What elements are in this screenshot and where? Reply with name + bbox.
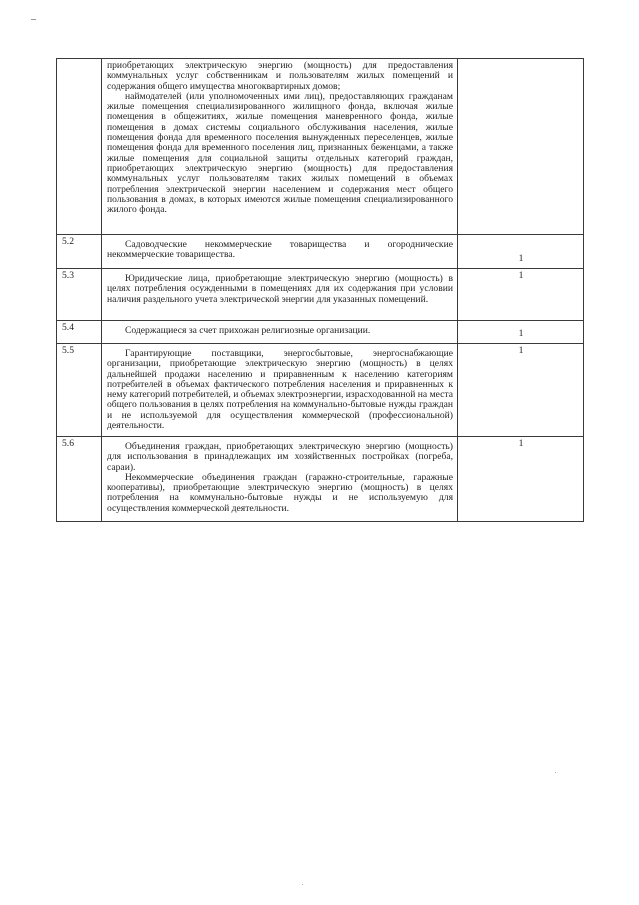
table-row bbox=[57, 344, 584, 437]
row-value: 1 bbox=[458, 344, 584, 437]
paragraph: Юридические лица, приобретающие электрическую энергию (мощность) в целях потребления осужденными в помещениях для их содержания при условии наличия раздельного учета электрической энергии для указанных помещений. bbox=[107, 273, 453, 305]
paragraph: Некоммерческие объединения граждан (гаражно-строительные, гаражные кооперативы), приобретающие электрическую энергию (мощность) в целях потребления на коммунально-бытовые нужды и не используемую для осуществления коммерческой деятельности. bbox=[107, 471, 453, 514]
paragraph: Гарантирующие поставщики, энергосбытовые, энергоснабжающие организации, приобретающие электрическую энергию (мощность) в целях дальнейшей продажи населению и приравненным к населению категориям потребителей в объемах фактического потребления населения и приравненных к нему категорий потребителей, и объемах электроэнергии, израсходованной на места общего пользования в целях потребления на коммунально-бытовые нужды граждан и не используемой для осуществления коммерческой (профессиональной) деятельности. bbox=[107, 348, 453, 432]
row-description bbox=[102, 59, 458, 235]
scan-speck bbox=[302, 884, 303, 885]
row-description bbox=[102, 437, 458, 522]
row-number: 5.5 bbox=[57, 344, 102, 437]
table-row bbox=[57, 235, 584, 269]
row-description bbox=[102, 269, 458, 321]
table-row bbox=[57, 59, 584, 235]
row-description bbox=[102, 344, 458, 437]
paragraph: Объединения граждан, приобретающих электрическую энергию (мощность) для использования в принадлежащих им хозяйственных постройках (погреба, сараи). bbox=[107, 441, 453, 473]
row-description bbox=[102, 235, 458, 269]
paragraph: приобретающих электрическую энергию (мощность) для предоставления коммунальных услуг собственникам и пользователям жилых помещений и содержания общего имущества многоквартирных домов; bbox=[107, 60, 453, 92]
value-text: 1 bbox=[518, 328, 524, 339]
row-number bbox=[57, 59, 102, 235]
paragraph: наймодателей (или уполномоченных ими лиц), предоставляющих гражданам жилые помещения специализированного жилищного фонда, включая жилые помещения в общежитиях, жилые помещения маневренного фонда, жилые помещения в домах системы социального обслуживания населения, жилые помещения фонда для временного поселения вынужденных переселенцев, жилые помещения фонда для временного поселения лиц, признанных беженцами, а также жилые помещения для социальной защиты отдельных категорий граждан, приобретающих электрическую энергию (мощность) для предоставления коммунальных услуг пользователям таких жилых помещений в объемах потребления электрической энергии населением и содержания мест общего пользования в домах, в которых имеются жилые помещения специализированного жилого фонда. bbox=[107, 90, 453, 216]
row-value bbox=[458, 59, 584, 235]
row-description bbox=[102, 321, 458, 344]
paragraph: Содержащиеся за счет прихожан религиозные организации. bbox=[125, 325, 371, 336]
table-row bbox=[57, 321, 584, 344]
scan-mark bbox=[31, 19, 36, 20]
tariff-table bbox=[56, 58, 584, 522]
row-number: 5.6 bbox=[57, 437, 102, 522]
table-row bbox=[57, 437, 584, 522]
row-value: 1 bbox=[458, 269, 584, 321]
scan-speck bbox=[555, 772, 556, 773]
row-number: 5.3 bbox=[57, 269, 102, 321]
row-value bbox=[458, 235, 584, 269]
row-value bbox=[458, 321, 584, 344]
paragraph: Садоводческие некоммерческие товарищества и огороднические некоммерческие товарищества. bbox=[107, 239, 453, 261]
row-number: 5.2 bbox=[57, 235, 102, 269]
row-value: 1 bbox=[458, 437, 584, 522]
table-row bbox=[57, 269, 584, 321]
row-number: 5.4 bbox=[57, 321, 102, 344]
value-text: 1 bbox=[518, 252, 524, 264]
